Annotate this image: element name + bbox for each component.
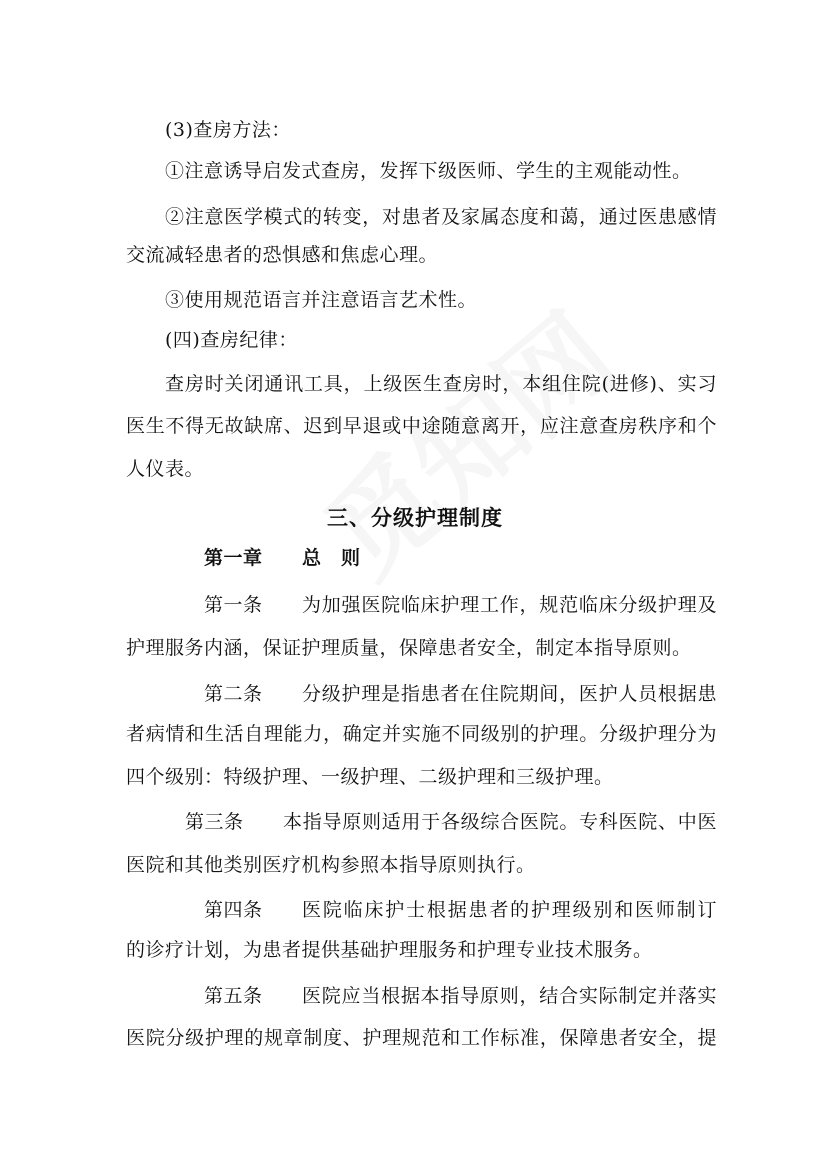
method-item-3: ③使用规范语言并注意语言艺术性。 — [165, 289, 478, 311]
article-2-line-3: 四个级别：特级护理、一级护理、二级护理和三级护理。 — [126, 766, 614, 788]
article-1-label: 第一条 — [204, 594, 263, 616]
discipline-line-1: 查房时关闭通讯工具，上级医生查房时，本组住院(进修)、实习 — [165, 373, 717, 395]
chapter-title: 总 则 — [302, 547, 361, 569]
article-5-label: 第五条 — [204, 985, 263, 1007]
article-3-label: 第三条 — [185, 811, 244, 833]
method-item-1: ①注意诱导启发式查房，发挥下级医师、学生的主观能动性。 — [165, 160, 692, 182]
article-5-line-1: 医院应当根据本指导原则，结合实际制定并落实 — [302, 985, 717, 1007]
article-3-line-2: 医院和其他类别医疗机构参照本指导原则执行。 — [126, 854, 536, 876]
method-item-2-line-2: 交流减轻患者的恐惧感和焦虑心理。 — [126, 244, 439, 266]
article-2-line-2: 者病情和生活自理能力，确定并实施不同级别的护理。分级护理分为 — [126, 723, 717, 745]
article-1-line-2: 护理服务内涵，保证护理质量，保障患者安全，制定本指导原则。 — [126, 637, 692, 659]
discipline-line-3: 人仪表。 — [126, 458, 205, 480]
inspection-method-heading: (3)查房方法： — [165, 119, 291, 141]
article-4-line-2: 的诊疗计划，为患者提供基础护理服务和护理专业技术服务。 — [126, 939, 653, 961]
article-4-label: 第四条 — [204, 899, 263, 921]
section-title: 三、分级护理制度 — [327, 505, 503, 530]
inspection-discipline-heading: (四)查房纪律： — [165, 329, 298, 351]
discipline-line-2: 医生不得无故缺席、迟到早退或中途随意离开，应注意查房秩序和个 — [126, 415, 717, 437]
article-5-line-2: 医院分级护理的规章制度、护理规范和工作标准，保障患者安全，提 — [126, 1027, 717, 1049]
article-2-label: 第二条 — [204, 683, 263, 705]
article-3-line-1: 本指导原则适用于各级综合医院。专科医院、中医 — [283, 811, 717, 833]
method-item-2-line-1: ②注意医学模式的转变，对患者及家属态度和蔼，通过医患感情 — [165, 206, 717, 228]
article-4-line-1: 医院临床护士根据患者的护理级别和医师制订 — [302, 899, 717, 921]
article-2-line-1: 分级护理是指患者在住院期间，医护人员根据患 — [302, 683, 717, 705]
chapter-label: 第一章 — [204, 547, 263, 569]
article-1-line-1: 为加强医院临床护理工作，规范临床分级护理及 — [302, 594, 717, 616]
